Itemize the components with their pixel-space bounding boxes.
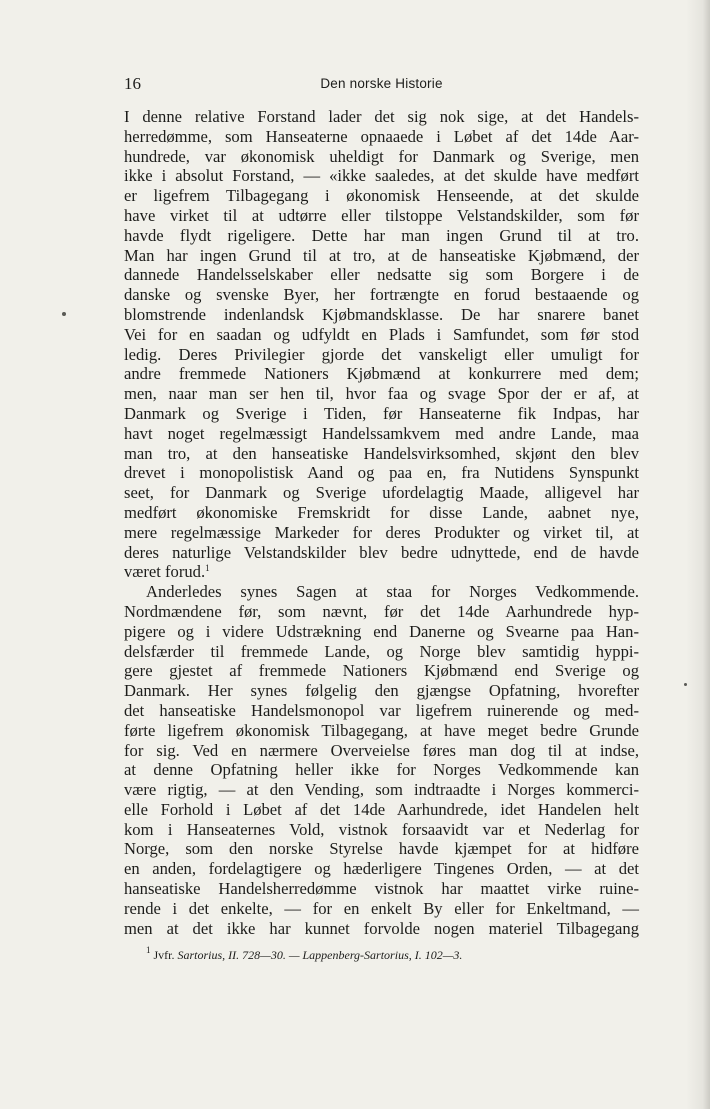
text-line: ledig. Deres Privilegier gjorde det vanskeligt eller umuligt for bbox=[124, 344, 639, 364]
text-line: Danmark og Sverige i Tiden, før Hanseaterne fik Indpas, har bbox=[124, 403, 639, 423]
footnote-citation: Sartorius, II. 728—30. — Lappenberg-Sartorius, I. 102—3. bbox=[177, 948, 463, 962]
text-line: dannede Handelsselskaber eller nedsatte sig som Borgere i de bbox=[124, 265, 639, 285]
scan-speck bbox=[62, 312, 66, 316]
text-line: havde flydt rigeligere. Dette har man ingen Grund til at tro. bbox=[124, 225, 639, 245]
text-line: hanseatiske Handelsherredømme vistnok har maattet virke ruine- bbox=[124, 879, 639, 899]
text-line: Nordmændene før, som nævnt, før det 14de Aarhundrede hyp- bbox=[124, 601, 639, 621]
text-line: men at det ikke har kunnet forvolde nogen materiel Tilbagegang bbox=[124, 918, 639, 938]
text-line: drevet i monopolistisk Aand og paa en, fra Nutidens Synspunkt bbox=[124, 463, 639, 483]
text-line: en anden, fordelagtigere og hæderligere Tingenes Orden, — at det bbox=[124, 859, 639, 879]
body-text bbox=[124, 107, 639, 938]
text-line-content: været forud. bbox=[124, 562, 206, 582]
text-line: Norge, som den norske Styrelse havde kjæmpet for at hidføre bbox=[124, 839, 639, 859]
text-line: hundrede, var økonomisk uheldigt for Danmark og Sverige, men bbox=[124, 146, 639, 166]
text-line: kom i Hanseaternes Vold, vistnok forsaavidt var et Nederlag for bbox=[124, 819, 639, 839]
text-line bbox=[124, 562, 639, 582]
text-line: have virket til at udtørre eller tilstoppe Velstandskilder, som før bbox=[124, 205, 639, 225]
footnote bbox=[146, 945, 626, 963]
text-line: man tro, at den hanseatiske Handelsvirksomhed, skjønt den blev bbox=[124, 443, 639, 463]
text-line: men, naar man ser hen til, hvor faa og svage Spor der er af, at bbox=[124, 384, 639, 404]
text-line: for sig. Ved en nærmere Overveielse føres man dog til at indse, bbox=[124, 740, 639, 760]
text-line: at denne Opfatning heller ikke for Norges Vedkommende kan bbox=[124, 760, 639, 780]
text-line: være rigtig, — at den Vending, som indtraadte i Norges kommerci- bbox=[124, 780, 639, 800]
text-line: seet, for Danmark og Sverige ufordelagtig Maade, alligevel har bbox=[124, 483, 639, 503]
footnote-reference: 1 bbox=[205, 563, 210, 574]
text-line: herredømme, som Hanseaterne opnaaede i Løbet af det 14de Aar- bbox=[124, 126, 639, 146]
page-edge-shadow bbox=[686, 0, 710, 1109]
page-number: 16 bbox=[124, 74, 141, 93]
text-line: rende i det enkelte, — for en enkelt By eller for Enkeltmand, — bbox=[124, 898, 639, 918]
page-header bbox=[124, 74, 639, 98]
scan-speck bbox=[684, 683, 687, 686]
text-line: Vei for en saadan og udfyldt en Plads i Samfundet, som før stod bbox=[124, 324, 639, 344]
text-line: ikke i absolut Forstand, — «ikke saaledes, at det skulde have medført bbox=[124, 166, 639, 186]
running-title: Den norske Historie bbox=[320, 76, 443, 91]
text-line: I denne relative Forstand lader det sig nok sige, at det Handels- bbox=[124, 107, 639, 126]
text-line: er ligefrem Tilbagegang i økonomisk Henseende, at det skulde bbox=[124, 186, 639, 206]
text-line: gere gjestet af fremmede Nationers Kjøbmænd end Sverige og bbox=[124, 661, 639, 681]
text-line: Danmark. Her synes følgelig den gjængse Opfatning, hvorefter bbox=[124, 681, 639, 701]
text-line: delsfærder til fremmede Lande, og Norge blev samtidig hyppi- bbox=[124, 641, 639, 661]
text-line: førte ligefrem økonomisk Tilbagegang, at have meget bedre Grunde bbox=[124, 720, 639, 740]
text-line: deres naturlige Velstandskilder blev bedre udnyttede, end de havde bbox=[124, 542, 639, 562]
text-line: Anderledes synes Sagen at staa for Norges Vedkommende. bbox=[146, 582, 639, 602]
text-line: medført økonomiske Fremskridt for disse Lande, aabnet nye, bbox=[124, 502, 639, 522]
footnote-marker: 1 bbox=[146, 945, 151, 955]
footnote-lead: Jvfr. bbox=[153, 948, 175, 962]
text-line: mere regelmæssige Markeder for deres Produkter og virket til, at bbox=[124, 522, 639, 542]
text-line: havt noget regelmæssigt Handelssamkvem med andre Lande, maa bbox=[124, 423, 639, 443]
text-line: det hanseatiske Handelsmonopol var ligefrem ruinerende og med- bbox=[124, 700, 639, 720]
text-line: danske og svenske Byer, her fortrængte en forud bestaaende og bbox=[124, 285, 639, 305]
text-line: blomstrende indenlandsk Kjøbmandsklasse. De har snarere banet bbox=[124, 304, 639, 324]
text-line: elle Forhold i Løbet af det 14de Aarhundrede, idet Handelen helt bbox=[124, 799, 639, 819]
text-line: Man har ingen Grund til at tro, at de hanseatiske Kjøbmænd, der bbox=[124, 245, 639, 265]
text-line: andre fremmede Nationers Kjøbmænd at konkurrere med dem; bbox=[124, 364, 639, 384]
text-line: pigere og i videre Udstrækning end Danerne og Svearne paa Han- bbox=[124, 621, 639, 641]
